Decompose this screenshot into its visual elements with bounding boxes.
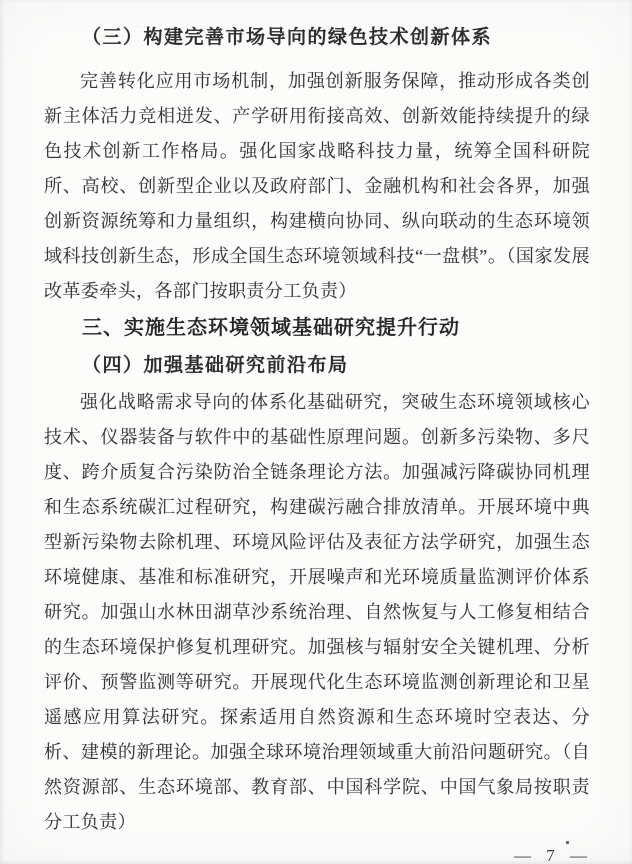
- section-heading-3: 三、实施生态环境领域基础研究提升行动: [82, 317, 460, 339]
- page-number: — 7 —: [514, 846, 588, 864]
- paragraph-green-tech-innovation: 完善转化应用市场机制，加强创新服务保障，推动形成各类创新主体活力竞相迸发、产学研用衔接高效、创新效能持续提升的绿色技术创新工作格局。强化国家战略科技力量，统筹全国科研院所、高校、创新型企业以及政府部门、金融机构和社会各界，加强创新资源统筹和力量组织，构建横向协同、纵向联动的生态环境领域科技创新生态，形成全国生态环境领域科技“一盘棋”。（国家发展改革委牵头，各部门按职责分工负责）: [44, 71, 590, 301]
- scan-artifact-dot: [566, 841, 569, 844]
- subsection-heading-3: （三）构建完善市场导向的绿色技术创新体系: [82, 27, 493, 48]
- subsection-heading-4: （四）加强基础研究前沿布局: [82, 355, 349, 376]
- paragraph-basic-research-frontier: 强化战略需求导向的体系化基础研究，突破生态环境领域核心技术、仪器装备与软件中的基础性原理问题。创新多污染物、多尺度、跨介质复合污染防治全链条理论方法。加强减污降碳协同机理和生态系统碳汇过程研究，构建碳污融合排放清单。开展环境中典型新污染物去除机理、环境风险评估及表征方法学研究，加强生态环境健康、基准和标准研究，开展噪声和光环境质量监测评价体系研究。加强山水林田湖草沙系统治理、自然恢复与人工修复相结合的生态环境保护修复机理研究。加强核与辐射安全关键机理、分析评价、预警监测等研究。开展现代化生态环境监测创新理论和卫星遥感应用算法研究。探索适用自然资源和生态环境时空表达、分析、建模的新理论。加强全球环境治理领域重大前沿问题研究。（自然资源部、生态环境部、教育部、中国科学院、中国气象局按职责分工负责）: [44, 392, 590, 832]
